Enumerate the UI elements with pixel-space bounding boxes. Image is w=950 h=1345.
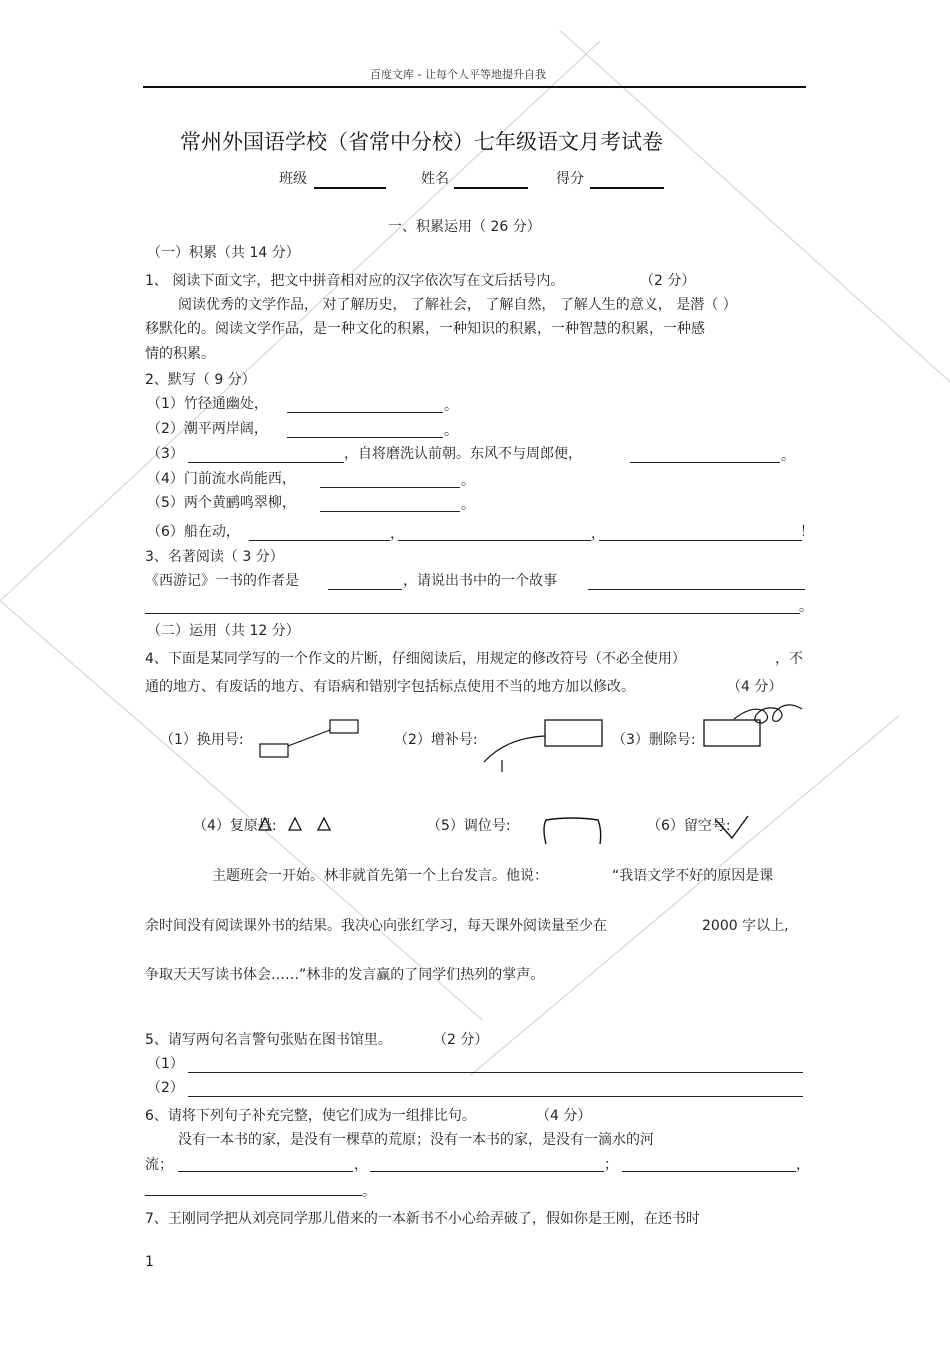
question-3-text: ，请说出书中的一个故事: [403, 573, 557, 589]
part-heading: （一）积累（共 14 分）: [147, 245, 300, 261]
page-title: 常州外国语学校（省常中分校）七年级语文月考试卷: [180, 130, 663, 154]
answer-line[interactable]: [320, 487, 460, 488]
passage-text: 2000 字以上,: [702, 918, 789, 934]
part-heading: （二）运用（共 12 分）: [147, 623, 300, 639]
answer-line[interactable]: [622, 1171, 796, 1172]
punctuation: ，: [390, 526, 404, 542]
punctuation: 。: [781, 448, 795, 464]
answer-line[interactable]: [398, 540, 591, 541]
answer-line[interactable]: [145, 1195, 362, 1196]
class-label: 班级: [279, 171, 307, 187]
question-1-label: 1、 阅读下面文字，把文中拼音相对应的汉字依次写在文后括号内。: [145, 273, 565, 289]
answer-line[interactable]: [320, 511, 460, 512]
passage-text: 余时间没有阅读课外书的结果。我决心向张红学习，每天课外阅读量至少在: [145, 918, 607, 934]
header-rule: [143, 86, 806, 88]
question-1-text: 情的积累。: [145, 346, 215, 362]
recite-item: ，自将磨洗认前朝。东风不与周郎便，: [344, 446, 582, 462]
recite-item: （2）潮平两岸阔，: [147, 421, 268, 437]
answer-line[interactable]: [370, 1171, 604, 1172]
punctuation: 。: [444, 423, 458, 439]
punctuation: ，: [591, 526, 605, 542]
punctuation: ，: [354, 1157, 368, 1173]
question-4-text: 4、下面是某同学写的一个作文的片断，仔细阅读后，用规定的修改符号（不必全使用）: [145, 651, 686, 667]
score-field[interactable]: [590, 187, 664, 189]
punctuation: 。: [461, 473, 475, 489]
symbol-label: （1）换用号:: [160, 732, 244, 748]
question-1-text: 阅读优秀的文学作品， 对了解历史， 了解社会， 了解自然， 了解人生的意义， 是潜（ ）: [178, 297, 737, 313]
answer-item: （1）: [147, 1056, 184, 1072]
passage-text: 主题班会一开始。林非就首先第一个上台发言。他说：: [212, 868, 548, 884]
symbol-label: （6）留空号:: [647, 818, 731, 834]
section-heading: 一、积累运用（ 26 分）: [388, 219, 541, 235]
answer-line[interactable]: [588, 589, 805, 590]
delete-symbol-icon: [700, 697, 810, 751]
page-header: 百度文库 - 让每个人平等地提升自我: [370, 68, 546, 81]
space-symbol-icon: [712, 812, 752, 842]
punctuation: 。: [444, 398, 458, 414]
question-1-points: （2 分）: [640, 273, 696, 289]
answer-line[interactable]: [328, 589, 402, 590]
class-field[interactable]: [314, 187, 386, 189]
answer-line[interactable]: [287, 412, 443, 413]
question-3-label: 3、名著阅读（ 3 分）: [145, 549, 284, 565]
answer-line[interactable]: [287, 437, 443, 438]
answer-line[interactable]: [599, 540, 802, 541]
punctuation: 。: [362, 1184, 376, 1200]
question-4-text: 通的地方、有废话的地方、有语病和错别字包括标点使用不当的地方加以修改。: [145, 679, 635, 695]
answer-line[interactable]: [145, 613, 800, 614]
question-6-text: 没有一本书的家，是没有一棵草的荒原；没有一本书的家，是没有一滴水的河: [178, 1132, 654, 1148]
name-label: 姓名: [421, 171, 449, 187]
question-6-label: 6、请将下列句子补充完整，使它们成为一组排比句。: [145, 1108, 476, 1124]
symbol-label: （5）调位号:: [427, 818, 511, 834]
swap-symbol-icon: [256, 718, 362, 760]
answer-line[interactable]: [188, 1096, 803, 1097]
symbol-label: （2）增补号:: [394, 732, 478, 748]
passage-text: 争取天天写读书体会……”林非的发言赢的了同学们热列的掌声。: [145, 967, 545, 983]
answer-line[interactable]: [188, 1072, 803, 1073]
passage-text: “我语文学不好的原因是课: [612, 868, 774, 884]
symbol-label: （3）删除号:: [612, 732, 696, 748]
answer-line[interactable]: [188, 462, 344, 463]
punctuation: 。: [461, 497, 475, 513]
insert-symbol-icon: [478, 716, 608, 776]
recite-item: （5）两个黄鹂鸣翠柳，: [147, 495, 296, 511]
question-4-text: ，不: [775, 651, 803, 667]
punctuation: 。: [799, 599, 813, 615]
question-1-text: 移默化的。阅读文学作品，是一种文化的积累，一种知识的积累，一种智慧的积累，一种感: [145, 321, 705, 337]
punctuation: ；: [604, 1157, 618, 1173]
question-3-text: 《西游记》一书的作者是: [145, 573, 299, 589]
answer-line[interactable]: [178, 1171, 353, 1172]
answer-line[interactable]: [249, 540, 390, 541]
restore-symbol-icon: [256, 815, 336, 835]
recite-item: （4）门前流水尚能西，: [147, 471, 296, 487]
reorder-symbol-icon: [538, 814, 608, 848]
symbol-label: （4）复原号:: [193, 818, 277, 834]
punctuation: ，: [796, 1157, 810, 1173]
answer-line[interactable]: [630, 462, 780, 463]
question-6-text: 流；: [145, 1157, 173, 1173]
punctuation: ！: [800, 524, 814, 540]
recite-item: （1）竹径通幽处，: [147, 396, 268, 412]
score-label: 得分: [556, 171, 584, 187]
question-7-label: 7、王刚同学把从刘亮同学那儿借来的一本新书不小心给弄破了，假如你是王刚，在还书时: [145, 1211, 700, 1227]
page-number: 1: [145, 1254, 154, 1270]
recite-item: （3）: [147, 446, 184, 462]
name-field[interactable]: [454, 187, 528, 189]
question-6-points: （4 分）: [536, 1108, 592, 1124]
answer-item: （2）: [147, 1080, 184, 1096]
question-5-label: 5、请写两句名言警句张贴在图书馆里。: [145, 1032, 392, 1048]
question-2-label: 2、默写（ 9 分）: [145, 372, 256, 388]
recite-item: （6）船在动，: [147, 524, 240, 540]
question-5-points: （2 分）: [433, 1032, 489, 1048]
question-4-points: （4 分）: [727, 679, 783, 695]
